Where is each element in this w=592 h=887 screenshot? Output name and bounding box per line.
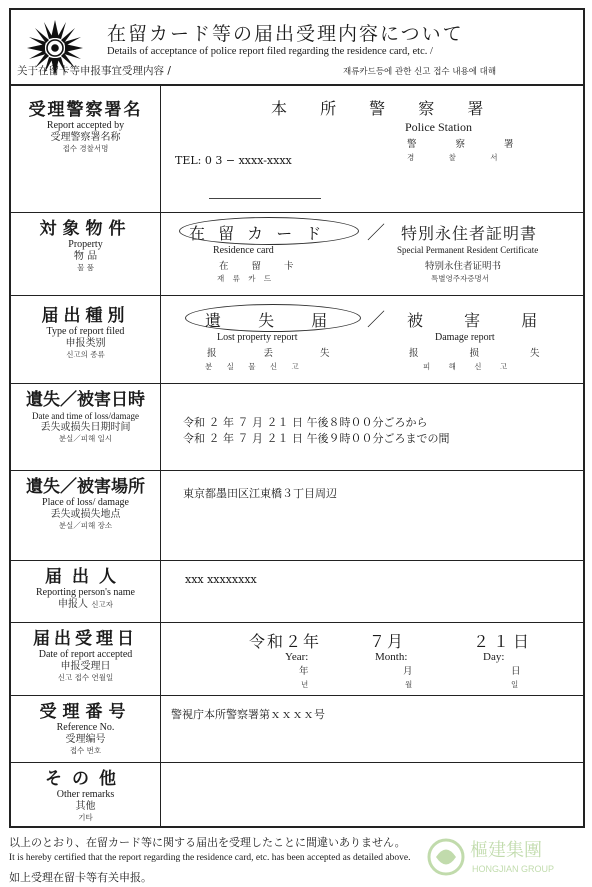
row-report-type [11,296,583,384]
title-chinese: 关于在留卡等申报事宜受理内容 / [17,65,171,77]
station-name-ko: 경 찰 서 [407,153,514,162]
value-place [161,471,583,560]
accept-day: ２１日 [473,632,534,651]
watermark-name-en: HONGJIAN GROUP [472,864,555,874]
type-option-damage: 被 害 届 [407,311,556,330]
accept-year: 令和２年 [249,632,322,651]
row-reporter [11,561,583,623]
row-accept-date [11,623,583,696]
company-watermark-logo [426,832,586,882]
label-accept-date: 届出受理日 Date of report accepted 申报受理日 신고 접수 연월일 [11,623,161,695]
station-name-ja: 本 所 警 察 署 [271,99,498,118]
station-name-zh: 警 察 署 [407,139,532,150]
value-report-type: 遺 失 届 Lost property report 报 丢 失 분 실 물 신 고 ／ 被 害 届 Damage report 报 损 失 피 해 신 고 [161,296,583,383]
row-station [11,86,583,213]
form-header [11,10,583,86]
property-divider: ／ [367,223,385,244]
label-reference: 受理番号 Reference No. 受理编号 접수 번호 [11,696,161,762]
place-address: 東京都墨田区江東橋３丁目周辺 [183,487,337,500]
label-other: その他 Other remarks 其他 기타 [11,763,161,826]
title-japanese: 在留カード等の届出受理内容について [107,23,464,45]
property-option-special-certificate: 特別永住者証明書 [401,224,538,243]
value-reporter [161,561,583,622]
datetime-from: 令和 ２ 年 ７ 月 ２１ 日 午後８時００分ごろから [183,416,428,429]
label-datetime: 遺失／被害日時 Date and time of loss/damage 丢失或损失日期时间 분실／피해 일시 [11,384,161,470]
label-report-type: 届出種別 Type of report filed 申报类别 신고의 종류 [11,296,161,383]
type-divider: ／ [367,310,385,331]
watermark-name-zh: 樞建集團 [470,840,542,861]
reference-number: 警視庁本所警察署第ｘｘｘｘ号 [171,708,325,721]
value-accept-date: 令和２年 ７月 ２１日 Year: Month: Day: 年 月 日 년 월 일 [161,623,583,695]
value-station [161,86,583,212]
title-korean: 재류카드등에 관한 신고 접수 내용에 대해 [343,67,497,77]
label-place: 遺失／被害場所 Place of loss/ damage 丢失或损失地点 분실／피해 장소 [11,471,161,560]
footer-chinese: 如上受理在留卡等有关申报。 [9,871,152,884]
row-place [11,471,583,561]
row-reference [11,696,583,763]
label-station: 受理警察署名 Report accepted by 受理警察署名称 접수 경찰서명 [11,86,161,212]
datetime-until: 令和 ２ 年 ７ 月 ２１ 日 午後９時００分ごろまでの間 [183,432,450,445]
label-reporter: 届出人 Reporting person's name 申报人 신고자 [11,561,161,622]
residence-card-report-form [9,8,585,828]
station-tel: TEL: 0 3 − xxxx-xxxx [175,154,292,167]
station-name-en: Police Station [405,120,472,134]
row-other [11,763,583,826]
reporter-name: xxx xxxxxxxx [185,573,257,586]
value-datetime [161,384,583,470]
footer-english: It is hereby certified that the report regarding the residence card, etc. has been accepted as detailed above. [9,853,411,863]
label-property: 対象物件 Property 物 品 물 품 [11,213,161,295]
property-option-residence-card: 在 留 カ ー ド [189,224,326,243]
type-option-lost-property: 遺 失 届 [205,311,344,330]
value-reference [161,696,583,762]
value-property: 在 留 カ ー ド Residence card 在 留 卡 재 류 카 드 ／ 特別永住者証明書 Special Permanent Resident Certificate 特别永住者证明书 특별영주자증명서 [161,213,583,295]
row-property [11,213,583,296]
row-datetime [11,384,583,471]
title-english: Details of acceptance of police report filed regarding the residence card, etc. / [107,46,433,57]
accept-month: ７月 [369,632,406,651]
signature-line [209,198,321,199]
value-other [161,763,583,826]
footer-japanese: 以上のとおり、在留カード等に関する届出を受理したことに間違いありません。 [9,836,406,849]
